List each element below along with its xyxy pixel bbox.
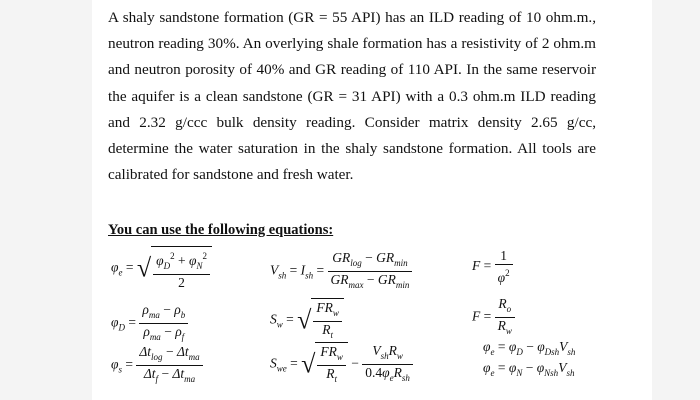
equation-effective-porosity: $\varphi_e$ = √ $\frac{\varphi_D^2 + \varphi_N^2}{2}$ (111, 246, 212, 291)
equation-formation-factor-resistivity: F = $\frac{R_o}{R_w}$ (472, 296, 515, 339)
equation-shale-volume: $V_{sh} = I_{sh}$ = $\frac{GR_{log} - GR_{min}}{GR_{max} - GR_{min}}$ (270, 250, 412, 293)
problem-statement (108, 5, 596, 188)
problem-line: A shaly sandstone formation (GR = 55 API) has an ILD reading of 10 ohm.m., (108, 9, 596, 26)
problem-line: neutron reading 30%. An overlying shale formation has a resistivity of 2 ohm.m (108, 35, 596, 53)
equation-water-saturation: $S_w$ = √ $\frac{FR_w}{R_t}$ (270, 298, 344, 343)
equation-formation-factor-porosity: F = $\frac{1}{\varphi^2}$ (472, 248, 513, 286)
equation-sonic-porosity: $\varphi_s$ = $\frac{\Delta t_{log} - \Delta t_{ma}}{\Delta t_f - \Delta t_{ma}}$ (111, 344, 203, 387)
problem-line: calibrated for sandstone and fresh water. (108, 166, 354, 184)
equation-effective-porosity-neutron: $\varphi_e = \varphi_N - \varphi_{Nsh}V_{sh}$ (483, 360, 575, 378)
equation-density-porosity: $\varphi_D$ = $\frac{\rho_{ma} - \rho_b}{\rho_{ma} - \rho_f}$ (111, 302, 188, 345)
problem-line: and 2.32 g/ccc bulk density reading. Consider matrix density 2.65 g/cc, (108, 113, 596, 131)
problem-line: and neutron porosity of 40% and GR reading of 110 API. In the same reservoir (108, 61, 596, 79)
equation-effective-porosity-density: $\varphi_e = \varphi_D - \varphi_{Dsh}V_{sh}$ (483, 339, 576, 357)
problem-line: the aquifer is a clean sandstone (GR = 31 API) with a 0.3 ohm.m ILD reading (108, 87, 596, 105)
equations-heading: You can use the following equations: (108, 222, 334, 238)
problem-line: determine the water saturation in the shaly sandstone formation. All tools are (108, 140, 596, 158)
equation-effective-water-saturation: $S_{we}$ = √ $\frac{FR_w}{R_t}$ − $\frac{V_{sh}R_w}{0.4\varphi_eR_{sh}}$ (270, 342, 413, 387)
